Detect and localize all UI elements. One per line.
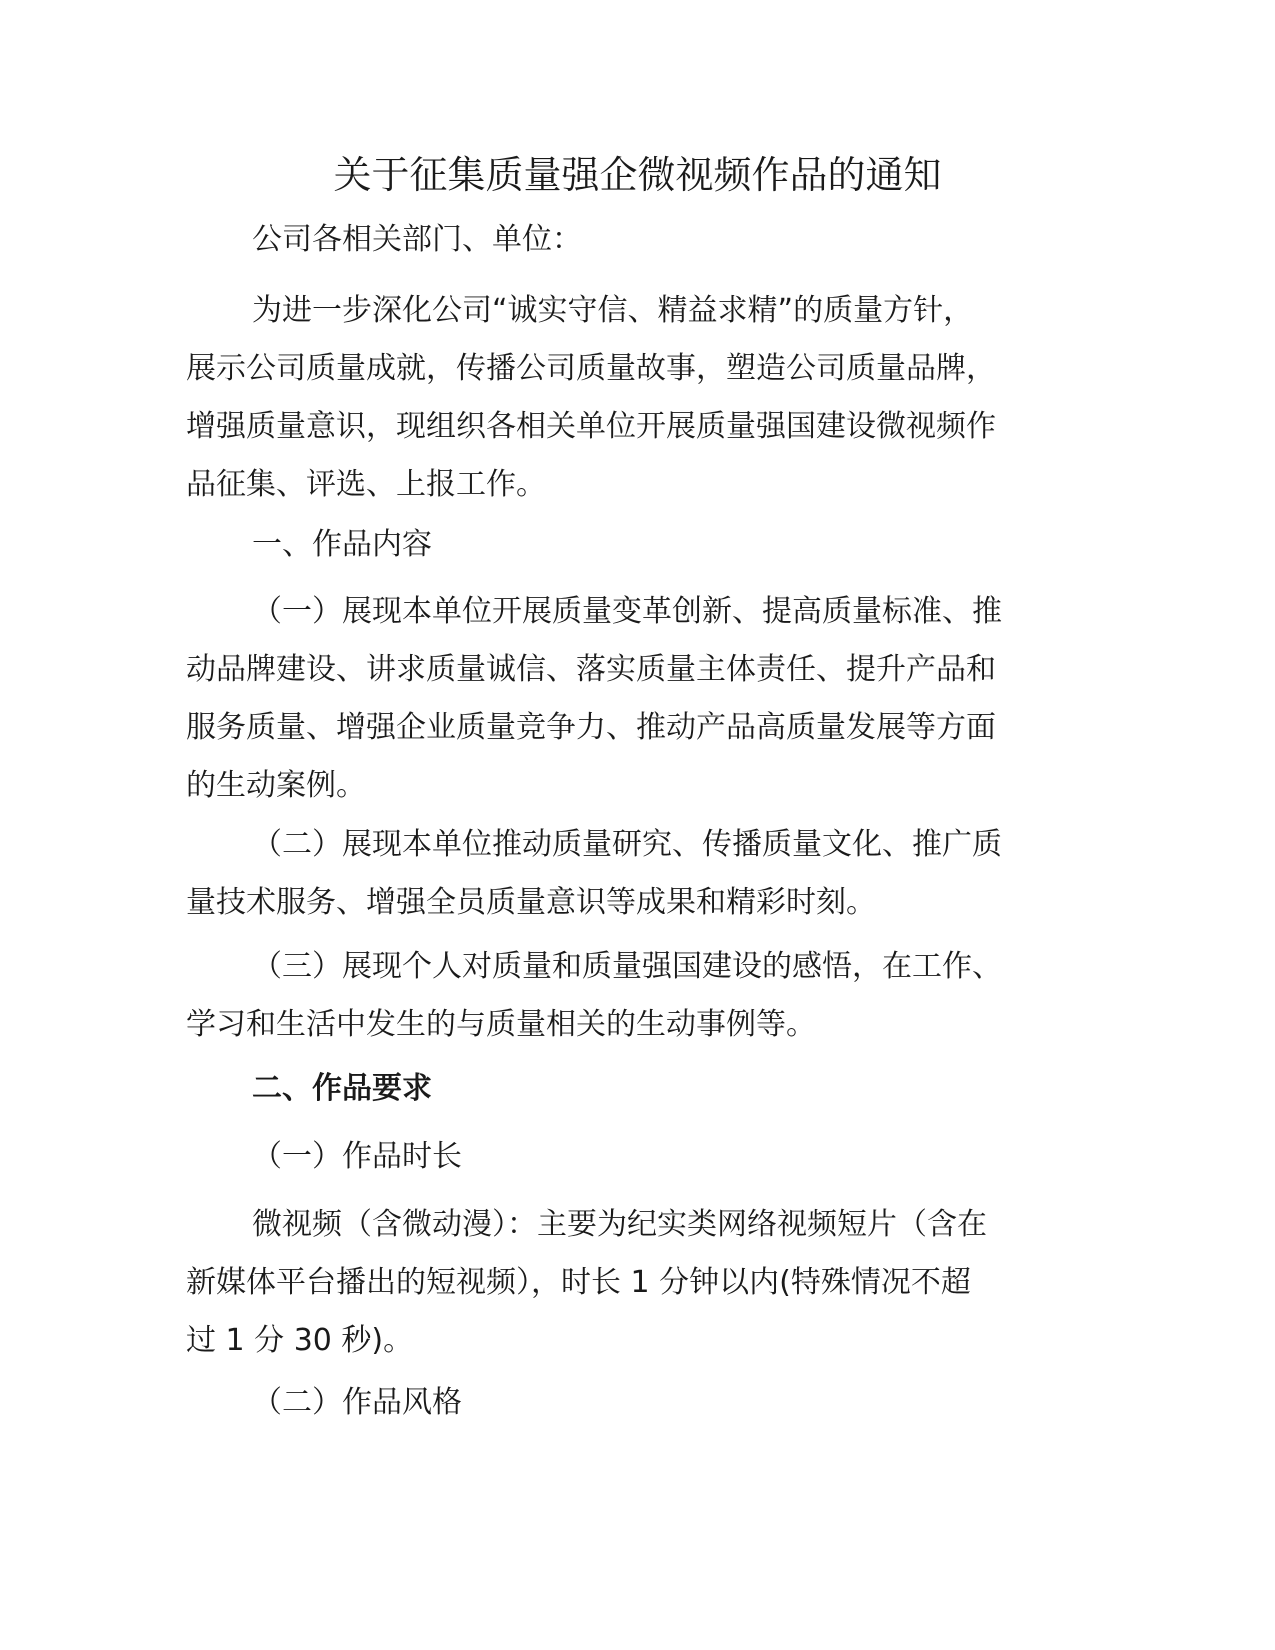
section-heading: 一、作品内容 bbox=[252, 527, 432, 562]
paragraph-line: （二）展现本单位推动质量研究、传播质量文化、推广质 bbox=[252, 827, 1002, 862]
paragraph-line: （一）展现本单位开展质量变革创新、提高质量标准、推 bbox=[252, 594, 1002, 629]
paragraph-line: 增强质量意识，现组织各相关单位开展质量强国建设微视频作 bbox=[186, 409, 996, 444]
section-heading-requirements bbox=[186, 1060, 1152, 1118]
paragraph-line: 展示公司质量成就，传播公司质量故事，塑造公司质量品牌， bbox=[186, 351, 996, 386]
subheading: （二）作品风格 bbox=[252, 1385, 462, 1420]
paragraph-line: 品征集、评选、上报工作。 bbox=[186, 467, 546, 502]
intro-paragraph bbox=[186, 282, 1086, 514]
paragraph-line: 服务质量、增强企业质量竞争力、推动产品高质量发展等方面 bbox=[186, 710, 996, 745]
paragraph-line: 学习和生活中发生的与质量相关的生动事例等。 bbox=[186, 1007, 816, 1042]
paragraph-line: 动品牌建设、讲求质量诚信、落实质量主体责任、提升产品和 bbox=[186, 652, 996, 687]
section-heading: 二、作品要求 bbox=[252, 1071, 432, 1106]
section-heading-content bbox=[186, 516, 1152, 574]
document-title: 关于征集质量强企微视频作品的通知 bbox=[333, 153, 942, 197]
content-item-3 bbox=[186, 938, 1086, 1054]
paragraph-line: 量技术服务、增强全员质量意识等成果和精彩时刻。 bbox=[186, 885, 876, 920]
duration-paragraph bbox=[186, 1196, 1086, 1370]
paragraph-line: 为进一步深化公司“诚实守信、精益求精”的质量方针， bbox=[252, 293, 974, 328]
paragraph-line: 新媒体平台播出的短视频），时长 1 分钟以内(特殊情况不超 bbox=[186, 1265, 971, 1300]
paragraph-line: （三）展现个人对质量和质量强国建设的感悟，在工作、 bbox=[252, 949, 1002, 984]
paragraph-line: 的生动案例。 bbox=[186, 768, 366, 803]
content-item-2 bbox=[186, 816, 1086, 932]
paragraph-line: 过 1 分 30 秒)。 bbox=[186, 1323, 414, 1358]
content-item-1 bbox=[186, 583, 1086, 815]
subheading-style bbox=[186, 1374, 1152, 1432]
paragraph-line: 微视频（含微动漫）：主要为纪实类网络视频短片（含在 bbox=[252, 1207, 987, 1242]
subheading-duration bbox=[186, 1128, 1152, 1186]
salutation-line: 公司各相关部门、单位： bbox=[252, 222, 582, 257]
salutation bbox=[186, 211, 1152, 269]
subheading: （一）作品时长 bbox=[252, 1139, 462, 1174]
